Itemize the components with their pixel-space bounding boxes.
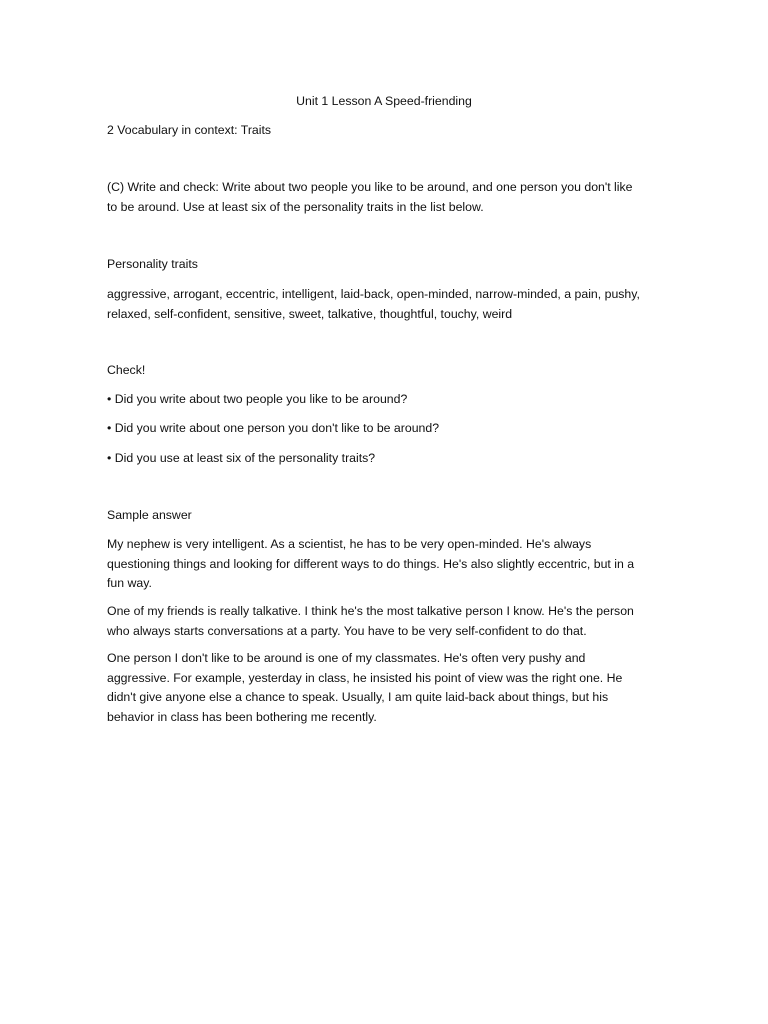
- document-title: Unit 1 Lesson A Speed-friending: [296, 94, 472, 108]
- sample-heading: Sample answer: [107, 508, 192, 522]
- instructions-line: (C) Write and check: Write about two people you like to be around, and one person you don't like: [107, 180, 633, 194]
- sample-line: who always starts conversations at a party. You have to be very self-confident to do that.: [107, 623, 587, 638]
- instructions-paragraph: [107, 178, 667, 217]
- sample-line: One person I don't like to be around is one of my classmates. He's often very pushy and: [107, 651, 586, 665]
- sample-line: behavior in class has been bothering me recently.: [107, 709, 377, 724]
- traits-line: aggressive, arrogant, eccentric, intelligent, laid-back, open-minded, narrow-minded, a pain, pushy,: [107, 287, 640, 301]
- sample-paragraph-1: [107, 535, 667, 594]
- traits-list: [107, 285, 667, 324]
- traits-line: relaxed, self-confident, sensitive, sweet, talkative, thoughtful, touchy, weird: [107, 306, 513, 321]
- sample-paragraph-2: [107, 602, 667, 641]
- sample-line: My nephew is very intelligent. As a scientist, he has to be very open-minded. He's always: [107, 537, 592, 551]
- section-heading: 2 Vocabulary in context: Traits: [107, 123, 272, 137]
- sample-paragraph-3: [107, 649, 667, 727]
- sample-line: One of my friends is really talkative. I think he's the most talkative person I know. He's the person: [107, 604, 634, 618]
- sample-line: questioning things and looking for different ways to do things. He's also slightly eccentric, but in a: [107, 556, 635, 571]
- traits-heading: Personality traits: [107, 257, 198, 271]
- instructions-line: to be around. Use at least six of the personality traits in the list below.: [107, 199, 484, 214]
- check-item: • Did you write about one person you don't like to be around?: [107, 421, 440, 435]
- check-heading: Check!: [107, 363, 146, 377]
- sample-line: aggressive. For example, yesterday in class, he insisted his point of view was the right one. He: [107, 670, 623, 685]
- sample-line: fun way.: [107, 576, 152, 590]
- check-item: • Did you use at least six of the personality traits?: [107, 451, 376, 465]
- sample-line: didn't give anyone else a chance to speak. Usually, I am quite laid-back about things, but his: [107, 690, 609, 704]
- check-item: • Did you write about two people you like to be around?: [107, 392, 408, 406]
